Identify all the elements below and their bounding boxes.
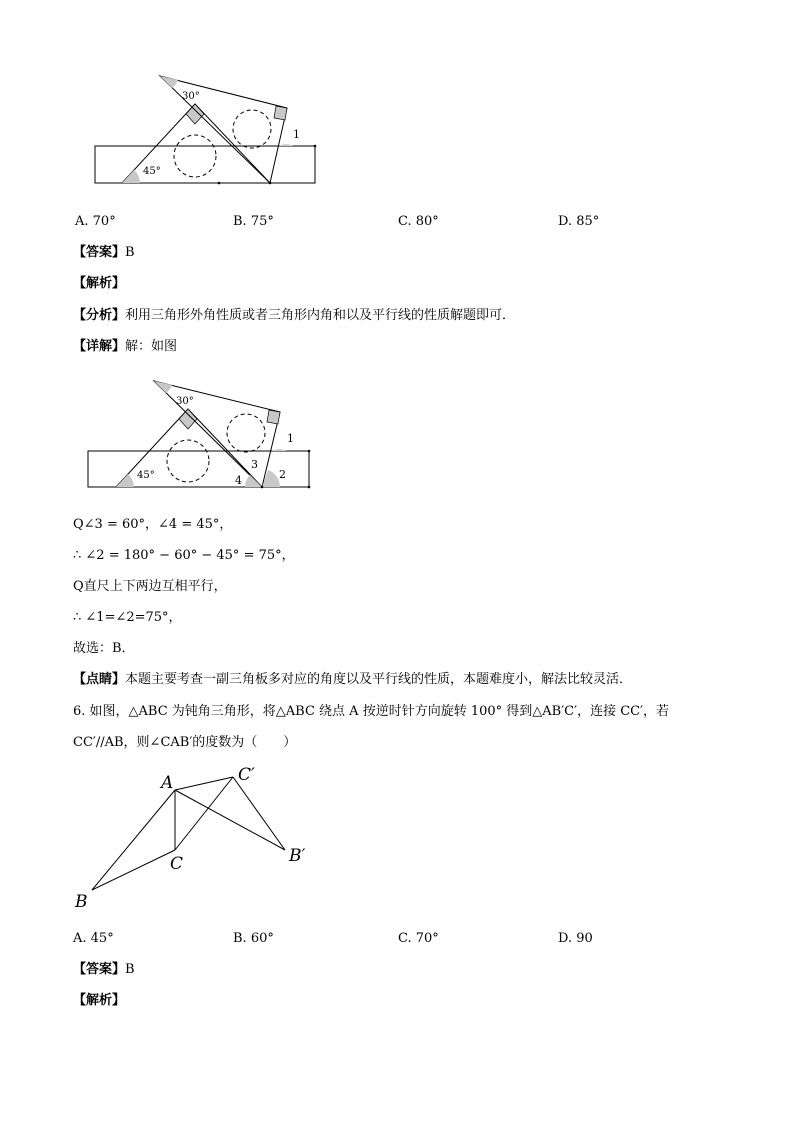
q5-dianjing bbox=[73, 672, 632, 688]
point-C-label: C bbox=[170, 854, 184, 874]
segment-C1B1 bbox=[233, 777, 285, 850]
dianjing-tag: 【点睛】 bbox=[73, 672, 126, 687]
label-2: 2 bbox=[279, 468, 286, 481]
q6-option-d[interactable]: D. 90 bbox=[558, 931, 593, 946]
segment-AB bbox=[92, 790, 175, 890]
label-3: 3 bbox=[251, 458, 258, 471]
answer-value: B bbox=[125, 245, 135, 260]
xiangjie-text: 解：如图 bbox=[125, 339, 178, 354]
q6-jiexi-tag: 【解析】 bbox=[73, 993, 126, 1008]
q5-step-4: ∴ ∠1=∠2=75°， bbox=[73, 610, 182, 625]
segment-AB1 bbox=[175, 790, 285, 850]
q6-answer bbox=[73, 962, 135, 978]
right-angle-mark-30 bbox=[267, 410, 280, 424]
q5-step-1: Q∠3 = 60°，∠4 = 45°， bbox=[73, 517, 233, 532]
label-30: 30° bbox=[182, 91, 200, 102]
label-45: 45° bbox=[137, 470, 155, 481]
right-angle-mark-30 bbox=[274, 106, 287, 120]
q5-option-d[interactable]: D. 85° bbox=[558, 214, 600, 229]
figure-1-triangle-ruler bbox=[88, 70, 328, 190]
right-angle-mark-45 bbox=[179, 409, 197, 429]
point-B-label: B bbox=[75, 892, 88, 912]
label-45: 45° bbox=[143, 166, 161, 177]
q5-xiangjie bbox=[73, 339, 177, 355]
angle-2-arc bbox=[262, 470, 280, 487]
triangle-30 bbox=[160, 76, 287, 183]
segment-BC bbox=[92, 850, 175, 890]
figure-2-triangle-ruler bbox=[82, 375, 322, 495]
label-1: 1 bbox=[287, 432, 294, 445]
q6-option-a[interactable]: A. 45° bbox=[73, 931, 114, 946]
fenxi-text: 利用三角形外角性质或者三角形内角和以及平行线的性质解题即可． bbox=[125, 308, 516, 323]
triangle-30 bbox=[154, 381, 280, 487]
figure-3-rotation bbox=[70, 765, 320, 915]
point-B1-label: B′ bbox=[289, 846, 306, 866]
q6-stem-line-2: CC′//AB，则∠CAB′的度数为（ ） bbox=[73, 735, 297, 750]
fenxi-tag: 【分析】 bbox=[73, 308, 126, 323]
dashed-circle-left bbox=[174, 135, 216, 177]
angle-45-arc bbox=[122, 170, 140, 183]
q5-option-c[interactable]: C. 80° bbox=[398, 214, 439, 229]
q5-fenxi bbox=[73, 308, 515, 324]
q6-stem-line-1: 6. 如图，△ABC 为钝角三角形，将△ABC 绕点 A 按逆时针方向旋转 100° 得到△AB′C′，连接 CC′，若 bbox=[73, 704, 670, 719]
right-angle-mark-45 bbox=[186, 104, 204, 124]
label-4: 4 bbox=[235, 474, 242, 487]
dianjing-text: 本题主要考查一副三角板多对应的角度以及平行线的性质，本题难度小，解法比较灵活． bbox=[125, 672, 633, 687]
point-C1-label: C′ bbox=[238, 765, 255, 785]
dashed-circle-left bbox=[167, 440, 209, 482]
angle-1-arc bbox=[279, 144, 293, 146]
q6-option-b[interactable]: B. 60° bbox=[233, 931, 274, 946]
q5-option-a[interactable]: A. 70° bbox=[75, 214, 116, 229]
q5-jiexi-tag: 【解析】 bbox=[73, 276, 126, 291]
q5-option-b[interactable]: B. 75° bbox=[233, 214, 274, 229]
q5-step-3: Q直尺上下两边互相平行， bbox=[73, 579, 227, 594]
answer-tag: 【答案】 bbox=[73, 962, 126, 977]
dashed-circle-right bbox=[227, 414, 265, 452]
q5-step-2: ∴ ∠2 = 180° − 60° − 45° = 75°， bbox=[73, 548, 295, 563]
angle-1-arc bbox=[272, 449, 286, 451]
label-1: 1 bbox=[293, 128, 300, 141]
label-30: 30° bbox=[176, 396, 194, 407]
point-A-label: A bbox=[161, 773, 174, 793]
q5-step-5: 故选：B． bbox=[73, 641, 135, 656]
angle-45-arc bbox=[116, 474, 134, 487]
answer-value: B bbox=[125, 962, 135, 977]
angle-4-arc bbox=[245, 475, 262, 487]
dashed-circle-right bbox=[233, 110, 271, 148]
answer-tag: 【答案】 bbox=[73, 245, 126, 260]
q6-option-c[interactable]: C. 70° bbox=[398, 931, 439, 946]
q5-answer bbox=[73, 245, 135, 261]
xiangjie-tag: 【详解】 bbox=[73, 339, 126, 354]
